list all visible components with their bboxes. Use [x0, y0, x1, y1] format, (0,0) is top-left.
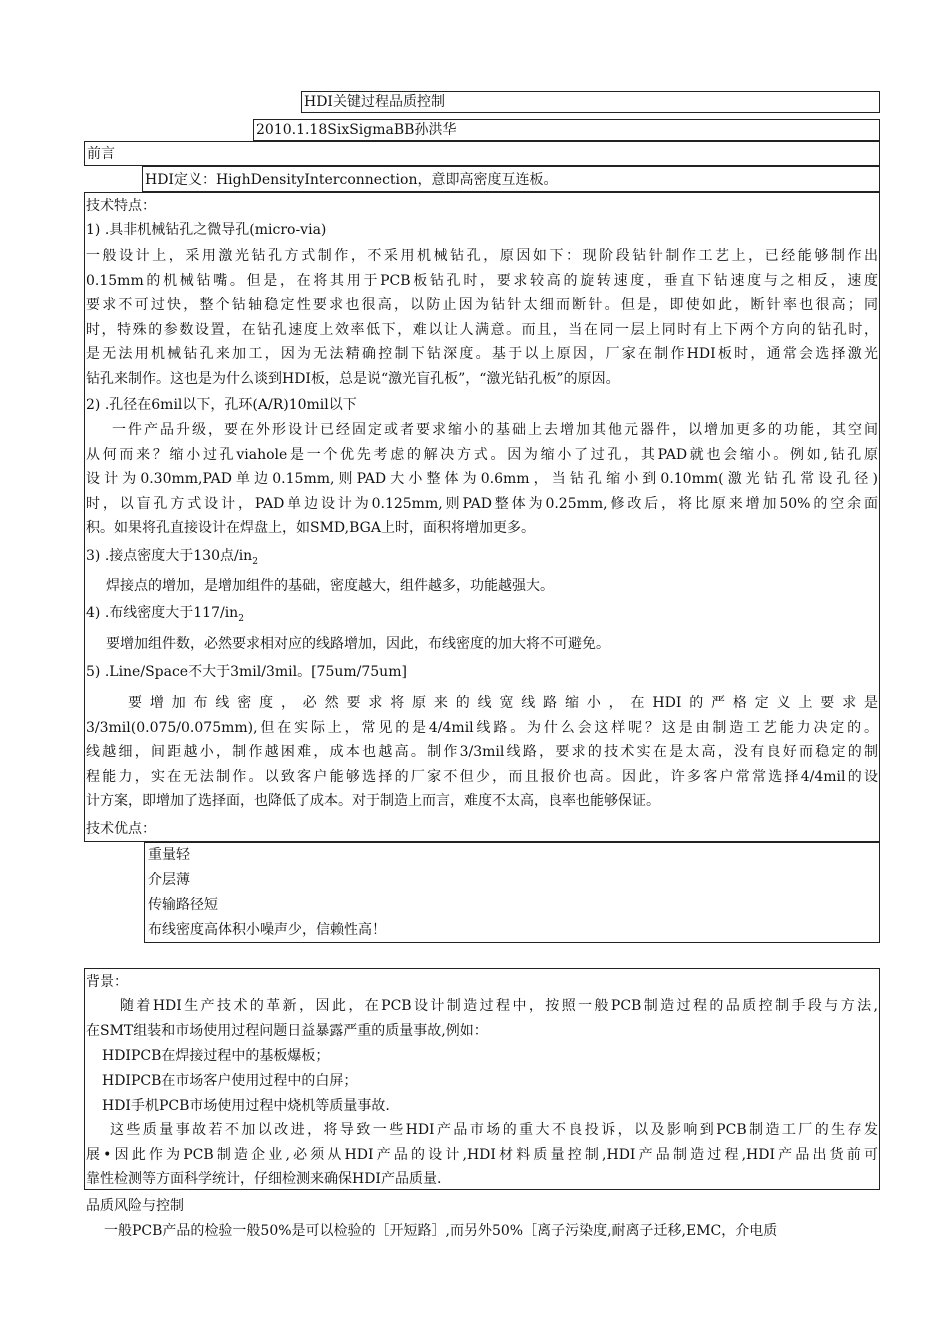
example-item: HDIPCB在焊接过程中的基板爆板；	[102, 1048, 330, 1064]
advantage-item: 传输路径短	[148, 897, 218, 913]
section-5-title: 5) .Line/Space不大于3mil/3mil。[75um/75um]	[86, 664, 407, 680]
s5-line: 计方案，即增加了选择面，也降低了成本。对于制造上而言，难度不太高，良率也能够保证。	[86, 793, 660, 810]
section-2-title: 2) .孔径在6mil以下，孔环(A/R)10mil以下	[86, 397, 357, 413]
s1-line: 0.15mm的机械钻嘴。但是，在将其用于PCB板钻孔时，要求较高的旋转速度，垂直下钻速度与之相反，速度	[86, 272, 878, 289]
background-para-2	[86, 1118, 878, 1192]
page-title: HDI关键过程品质控制	[304, 94, 445, 110]
s1-line: 是无法用机械钻孔来加工，因为无法精确控制下钻深度。基于以上原因，厂家在制作HDI板时，通常会选择激光	[86, 346, 878, 363]
example-item: HDIPCB在市场客户使用过程中的白屏；	[102, 1073, 358, 1089]
background-para-1	[86, 994, 878, 1043]
quality-heading: 品质风险与控制	[86, 1198, 184, 1214]
s2-line: 积。如果将孔直接设计在焊盘上，如SMD,BGA上时，面积将增加更多。	[86, 520, 535, 537]
preface-heading: 前言	[87, 146, 115, 162]
advantage-item: 布线密度高体积小噪声少，信赖性高！	[148, 922, 386, 938]
s1-line: 一般设计上，采用激光钻孔方式制作，不采用机械钻孔，原因如下：现阶段钻针制作工艺上，已经能够制作出	[86, 248, 878, 264]
s4-title-text: 4) .布线密度大于117/in	[86, 605, 239, 621]
s2-line: 时，以盲孔方式设计，PAD单边设计为0.125mm,则PAD整体为0.25mm,修改后，将比原来增加50%的空余面	[86, 495, 878, 512]
s4-title-sub: 2	[238, 613, 244, 624]
title-box	[301, 91, 880, 113]
s2-line: 一件产品升级，要在外形设计已经固定或者要求缩小的基础上去增加其他元器件，以增加更多的功能，其空间	[112, 422, 878, 438]
s5-line: 线越细，间距越小，制作越困难，成本也越高。制作3/3mil线路，要求的技术实在是太高，没有良好而稳定的制	[86, 744, 878, 761]
tech-heading: 技术特点：	[86, 198, 156, 214]
section-3-title	[86, 546, 258, 572]
s5-line: 程能力，实在无法制作。以致客户能够选择的厂家不但少，而且报价也高。因此，许多客户常常选择4/4mil的设	[86, 768, 878, 785]
background-heading: 背景：	[86, 974, 128, 990]
author-line: 2010.1.18SixSigmaBB孙洪华	[256, 122, 457, 138]
advantages-heading: 技术优点：	[86, 821, 156, 837]
bg-line: 随着HDI生产技术的革新，因此，在PCB设计制造过程中，按照一般PCB制造过程的品质控制手段与方法,	[120, 998, 878, 1014]
section-3-body: 焊接点的增加，是增加组件的基础，密度越大，组件越多，功能越强大。	[106, 578, 554, 594]
section-1-body	[86, 244, 878, 392]
s5-line: 3/3mil(0.075/0.075mm),但在实际上，常见的是4/4mil线路。为什么会这样呢？这是由制造工艺能力决定的。	[86, 719, 878, 736]
bg-line: 展•因此作为PCB制造企业,必须从HDI产品的设计,HDI材料质量控制,HDI产品制造过程,HDI产品出货前可	[86, 1146, 878, 1163]
preface-box	[84, 141, 880, 166]
section-4-body: 要增加组件数，必然要求相对应的线路增加，因此，布线密度的加大将不可避免。	[106, 636, 610, 652]
bg-line: 在SMT组装和市场使用过程问题日益暴露严重的质量事故,例如：	[86, 1022, 488, 1039]
hdi-definition: HDI定义：HighDensityInterconnection，意即高密度互连板。	[145, 172, 558, 188]
example-item: HDI手机PCB市场使用过程中烧机等质量事故.	[102, 1098, 390, 1114]
s3-title-text: 3) .接点密度大于130点/in	[86, 548, 253, 564]
advantage-item: 介层薄	[148, 872, 190, 888]
bg-line: 靠性检测等方面科学统计，仔细检测来确保HDI产品质量.	[86, 1171, 442, 1188]
s3-title-sub: 2	[252, 556, 258, 567]
section-2-body	[86, 418, 878, 541]
s5-line: 要增加布线密度，必然要求将原来的线宽线路缩小，在HDI的严格定义上要求是	[128, 695, 878, 711]
section-4-title	[86, 603, 244, 629]
author-box	[253, 119, 880, 141]
s1-line: 钻孔来制作。这也是为什么谈到HDI板，总是说“激光盲孔板”，“激光钻孔板”的原因。	[86, 370, 620, 387]
section-5-body	[86, 691, 878, 814]
bg-line: 这些质量事故若不加以改进，将导致一些HDI产品市场的重大不良投诉，以及影响到PCB制造工厂的生存发	[110, 1122, 878, 1138]
advantage-item: 重量轻	[148, 847, 190, 863]
s2-line: 设计为0.30mm,PAD单边0.15mm,则PAD大小整体为0.6mm，当钻孔缩小到0.10mm(激光钻孔常设孔径)	[86, 471, 878, 488]
s1-line: 时，特殊的参数设置，在钻孔速度上效率低下，难以让人满意。而且，当在同一层上同时有上下两个方向的钻孔时，	[86, 321, 878, 338]
advantages-box	[144, 842, 880, 943]
s2-line: 从何而来？缩小过孔viahole是一个优先考虑的解决方式。因为缩小了过孔，其PAD就也会缩小。例如,钻孔原	[86, 446, 878, 463]
section-1-title: 1) .具非机械钻孔之微导孔(micro-via)	[86, 222, 327, 238]
s1-line: 要求不可过快，整个钻轴稳定性要求也很高，以防止因为钻针太细而断针。但是，即使如此，断针率也很高；同	[86, 297, 878, 314]
definition-box	[142, 166, 880, 192]
quality-line: 一般PCB产品的检验一般50%是可以检验的［开短路］,而另外50%［离子污染度,耐离子迁移,EMC，介电质	[104, 1223, 778, 1239]
